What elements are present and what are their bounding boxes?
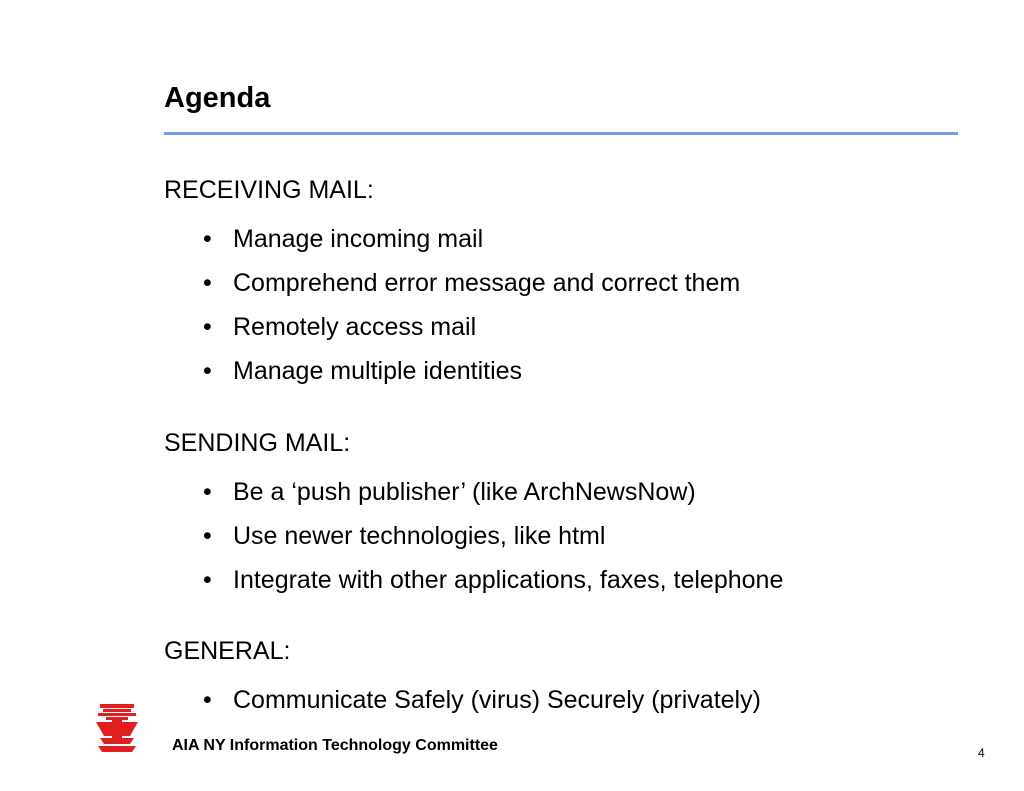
bullet-text: Comprehend error message and correct them: [233, 269, 741, 297]
page-number: 4: [978, 746, 985, 760]
bullet-icon: •: [203, 522, 212, 550]
bullet-icon: •: [203, 269, 212, 297]
bullet-icon: •: [203, 357, 212, 385]
title-divider: [164, 132, 958, 135]
bullet-text: Use newer technologies, like html: [233, 522, 606, 550]
bullet-icon: •: [203, 478, 212, 506]
bullet-text: Manage incoming mail: [233, 225, 484, 253]
bullet-text: Communicate Safely (virus) Securely (privately): [233, 686, 761, 714]
slide-title: Agenda: [164, 82, 271, 114]
bullet-icon: •: [203, 566, 212, 594]
bullet-icon: •: [203, 686, 212, 714]
bullet-icon: •: [203, 313, 212, 341]
section-heading-receiving: RECEIVING MAIL:: [164, 176, 374, 204]
aia-eagle-logo-icon: [94, 702, 140, 754]
section-heading-general: GENERAL:: [164, 637, 291, 665]
bullet-text: Remotely access mail: [233, 313, 477, 341]
section-heading-sending: SENDING MAIL:: [164, 429, 351, 457]
bullet-text: Integrate with other applications, faxes, telephone: [233, 566, 784, 594]
footer-committee-name: AIA NY Information Technology Committee: [172, 737, 498, 754]
bullet-icon: •: [203, 225, 212, 253]
bullet-text: Be a ‘push publisher’ (like ArchNewsNow): [233, 478, 696, 506]
bullet-text: Manage multiple identities: [233, 357, 523, 385]
